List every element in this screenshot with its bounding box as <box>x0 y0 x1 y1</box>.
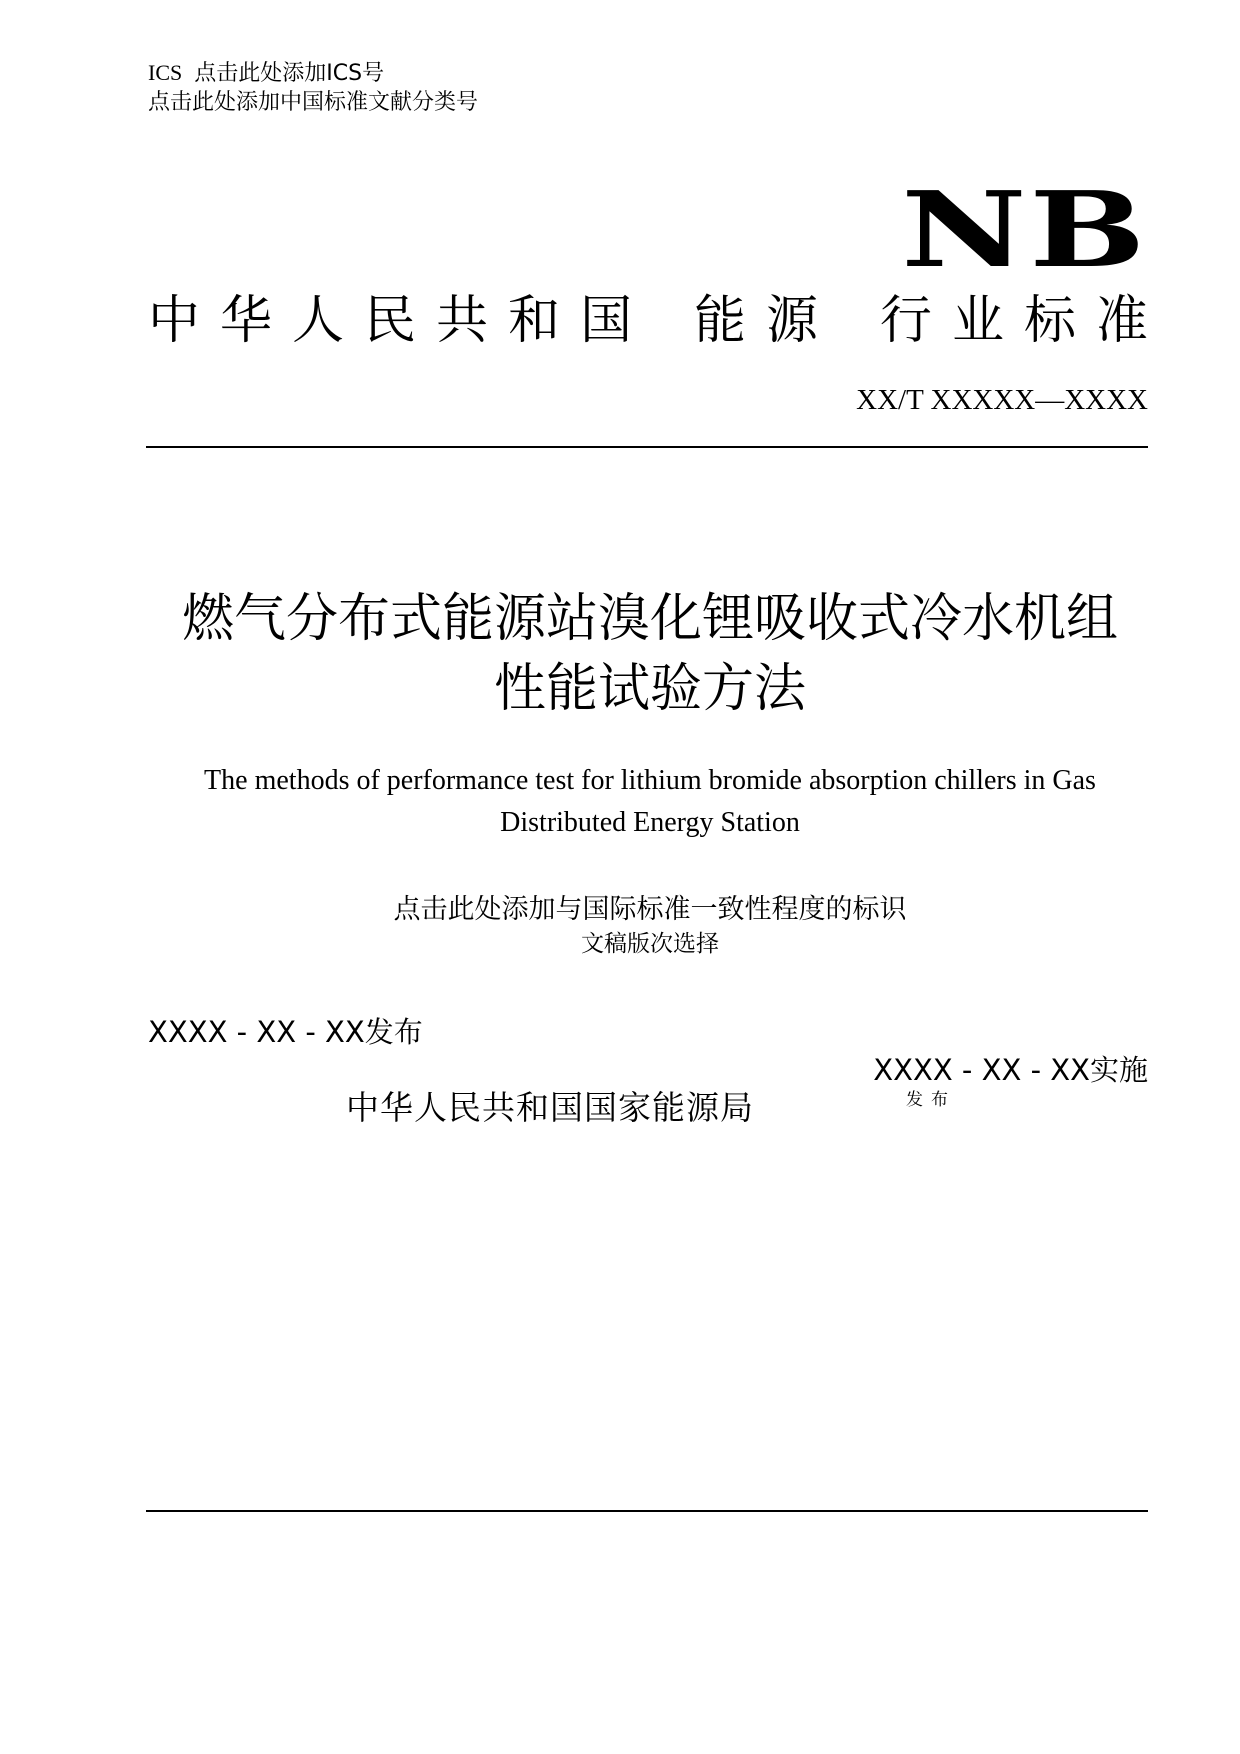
issue-date[interactable]: XXXX - XX - XX发布 <box>148 1015 423 1049</box>
heading-country <box>148 286 632 356</box>
clc-placeholder[interactable]: 点击此处添加中国标准文献分类号 <box>148 90 479 115</box>
nb-standard-mark: NB <box>901 168 1148 291</box>
heading-char: 共 <box>436 291 489 351</box>
issuing-authority: 中华人民共和国国家能源局 <box>346 1088 754 1127</box>
issue-label: 发布 <box>906 1090 956 1110</box>
ics-line <box>148 58 384 89</box>
bottom-divider <box>146 1510 1148 1512</box>
heading-char: 华 <box>220 291 273 351</box>
draft-version-select[interactable]: 文稿版次选择 <box>581 931 719 957</box>
chinese-title[interactable] <box>130 584 1170 724</box>
standard-number[interactable]: XX/T XXXXX—XXXX <box>856 384 1148 416</box>
implementation-date[interactable]: XXXX - XX - XX实施 <box>873 1053 1148 1087</box>
english-title[interactable]: The methods of performance test for lithium bromide absorption chillers in Gas Distributed Energy Station <box>204 765 1096 838</box>
heading-char: 准 <box>1095 291 1148 351</box>
heading-category <box>880 286 1148 356</box>
heading-char: 业 <box>951 291 1004 351</box>
top-divider <box>146 446 1148 448</box>
heading-char: 国 <box>580 291 633 351</box>
heading-char: 中 <box>148 291 201 351</box>
consistency-placeholder[interactable]: 点击此处添加与国际标准一致性程度的标识 <box>393 894 907 925</box>
heading-char: 人 <box>292 291 345 351</box>
heading-char: 和 <box>508 291 561 351</box>
standard-type-heading <box>148 286 1148 356</box>
heading-char: 源 <box>766 291 819 351</box>
chinese-title-line-1: 燃气分布式能源站溴化锂吸收式冷水机组 <box>181 589 1118 649</box>
heading-char: 标 <box>1023 291 1076 351</box>
heading-sector <box>694 286 818 356</box>
heading-char: 能 <box>694 291 747 351</box>
heading-char: 民 <box>364 291 417 351</box>
heading-char: 行 <box>879 291 932 351</box>
ics-prefix: ICS <box>148 60 183 85</box>
chinese-title-line-2: 性能试验方法 <box>493 659 806 719</box>
ics-placeholder[interactable]: 点击此处添加ICS号 <box>194 61 385 86</box>
